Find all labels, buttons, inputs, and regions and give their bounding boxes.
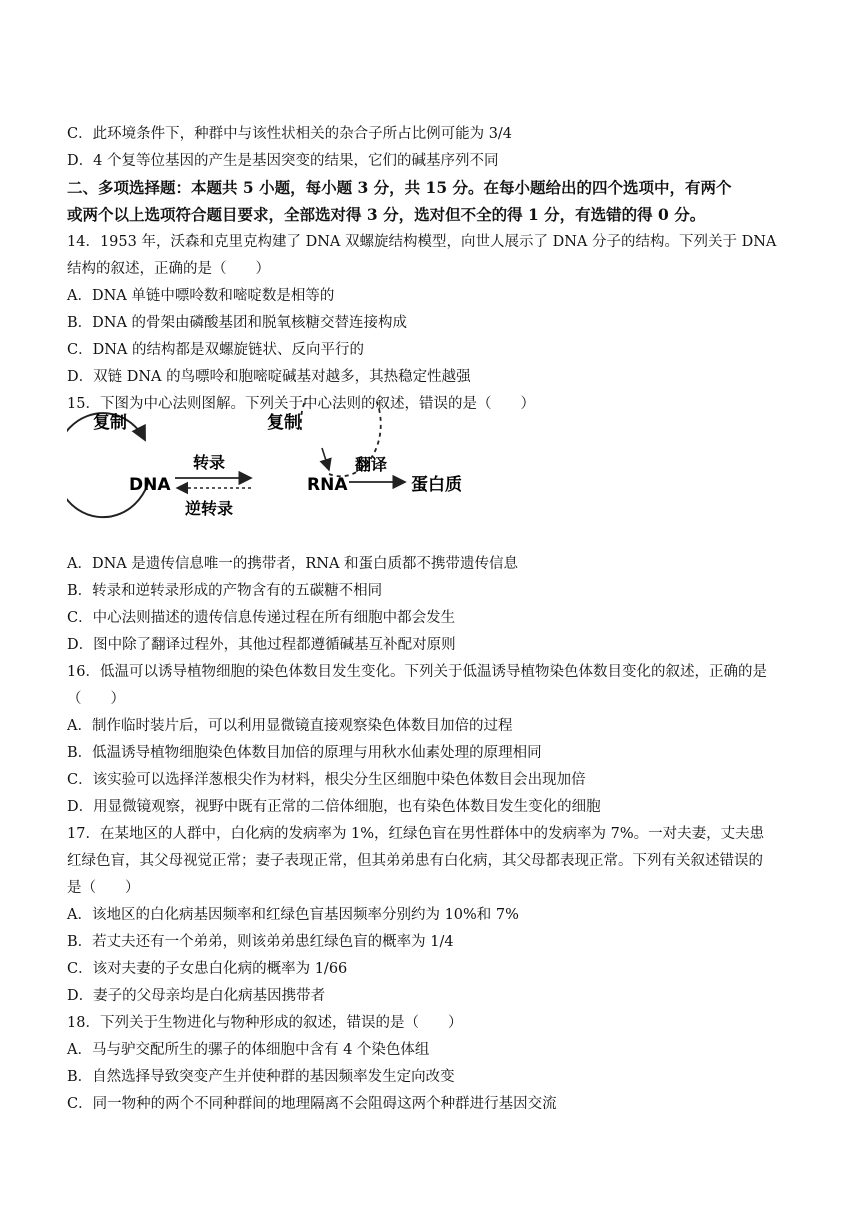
q18-option-b: B．自然选择导致突变产生并使种群的基因频率发生定向改变 [67, 1069, 455, 1085]
q18-option-c: C．同一物种的两个不同种群间的地理隔离不会阻碍这两个种群进行基因交流 [67, 1096, 557, 1112]
q14-stem-line-2: 结构的叙述，正确的是（ ） [67, 261, 270, 277]
rna-replication-arrow-head [322, 448, 329, 470]
q13-option-c: C．此环境条件下，种群中与该性状相关的杂合子所占比例可能为 3/4 [67, 126, 513, 142]
q17-stem-line-3: 是（ ） [67, 880, 140, 896]
q17-stem-line-1: 17．在某地区的人群中，白化病的发病率为 1%，红绿色盲在男性群体中的发病率为 7%。一对夫妻，丈夫患 [67, 826, 765, 842]
q17-stem-line-2: 红绿色盲，其父母视觉正常；妻子表现正常，但其弟弟患有白化病，其父母都表现正常。下列有关叙述错误的 [67, 853, 763, 869]
protein-label: 蛋白质 [411, 475, 462, 495]
q15-option-d: D．图中除了翻译过程外，其他过程都遵循碱基互补配对原则 [67, 637, 456, 653]
q13-option-d: D．4 个复等位基因的产生是基因突变的结果，它们的碱基序列不同 [67, 153, 499, 169]
q15-option-a: A．DNA 是遗传信息唯一的携带者，RNA 和蛋白质都不携带遗传信息 [67, 556, 519, 572]
q15-option-c: C．中心法则描述的遗传信息传递过程在所有细胞中都会发生 [67, 610, 456, 626]
q18-stem: 18．下列关于生物进化与物种形成的叙述，错误的是（ ） [67, 1015, 463, 1031]
q16-option-c: C．该实验可以选择洋葱根尖作为材料，根尖分生区细胞中染色体数目会出现加倍 [67, 772, 586, 788]
q15-stem: 15．下图为中心法则图解。下列关于中心法则的叙述，错误的是（ ） [67, 396, 535, 412]
q14-option-b: B．DNA 的骨架由磷酸基团和脱氧核糖交替连接构成 [67, 315, 408, 331]
q17-option-c: C．该对夫妻的子女患白化病的概率为 1/66 [67, 961, 348, 977]
q14-option-d: D．双链 DNA 的鸟嘌呤和胞嘧啶碱基对越多，其热稳定性越强 [67, 369, 471, 385]
q18-option-a: A．马与驴交配所生的骡子的体细胞中含有 4 个染色体组 [67, 1042, 430, 1058]
transcription-label: 转录 [193, 453, 226, 472]
q16-stem-line-2: （ ） [67, 691, 125, 707]
q15-option-b: B．转录和逆转录形成的产物含有的五碳糖不相同 [67, 583, 383, 599]
q14-stem-line-1: 14．1953 年，沃森和克里克构建了 DNA 双螺旋结构模型，向世人展示了 DNA 分子的结构。下列关于 DNA [67, 234, 777, 250]
q16-stem-line-1: 16．低温可以诱导植物细胞的染色体数目发生变化。下列关于低温诱导植物染色体数目变化的叙述，正确的是 [67, 664, 767, 680]
central-dogma-diagram [67, 398, 487, 548]
q17-option-a: A．该地区的白化病基因频率和红绿色盲基因频率分别约为 10%和 7% [67, 907, 519, 923]
reverse-transcription-label: 逆转录 [185, 499, 234, 518]
q17-option-d: D．妻子的父母亲均是白化病基因携带者 [67, 988, 326, 1004]
dna-label: DNA [129, 475, 171, 495]
q14-option-a: A．DNA 单链中嘌呤数和嘧啶数是相等的 [67, 288, 335, 304]
right-replication-label: 复制 [267, 413, 301, 433]
translation-label: 翻译 [355, 455, 388, 474]
section-heading-line-1: 二、多项选择题：本题共 5 小题，每小题 3 分，共 15 分。在每小题给出的四个选项中，有两个 [67, 178, 732, 197]
q16-option-d: D．用显微镜观察，视野中既有正常的二倍体细胞，也有染色体数目发生变化的细胞 [67, 799, 601, 815]
q16-option-a: A．制作临时装片后，可以利用显微镜直接观察染色体数目加倍的过程 [67, 718, 513, 734]
section-heading-line-2: 或两个以上选项符合题目要求，全部选对得 3 分，选对但不全的得 1 分，有选错的得 0 分。 [67, 205, 706, 224]
rna-label: RNA [307, 475, 348, 495]
q16-option-b: B．低温诱导植物细胞染色体数目加倍的原理与用秋水仙素处理的原理相同 [67, 745, 542, 761]
q14-option-c: C．DNA 的结构都是双螺旋链状、反向平行的 [67, 342, 364, 358]
left-replication-label: 复制 [93, 413, 127, 433]
q17-option-b: B．若丈夫还有一个弟弟，则该弟弟患红绿色盲的概率为 1/4 [67, 934, 454, 950]
